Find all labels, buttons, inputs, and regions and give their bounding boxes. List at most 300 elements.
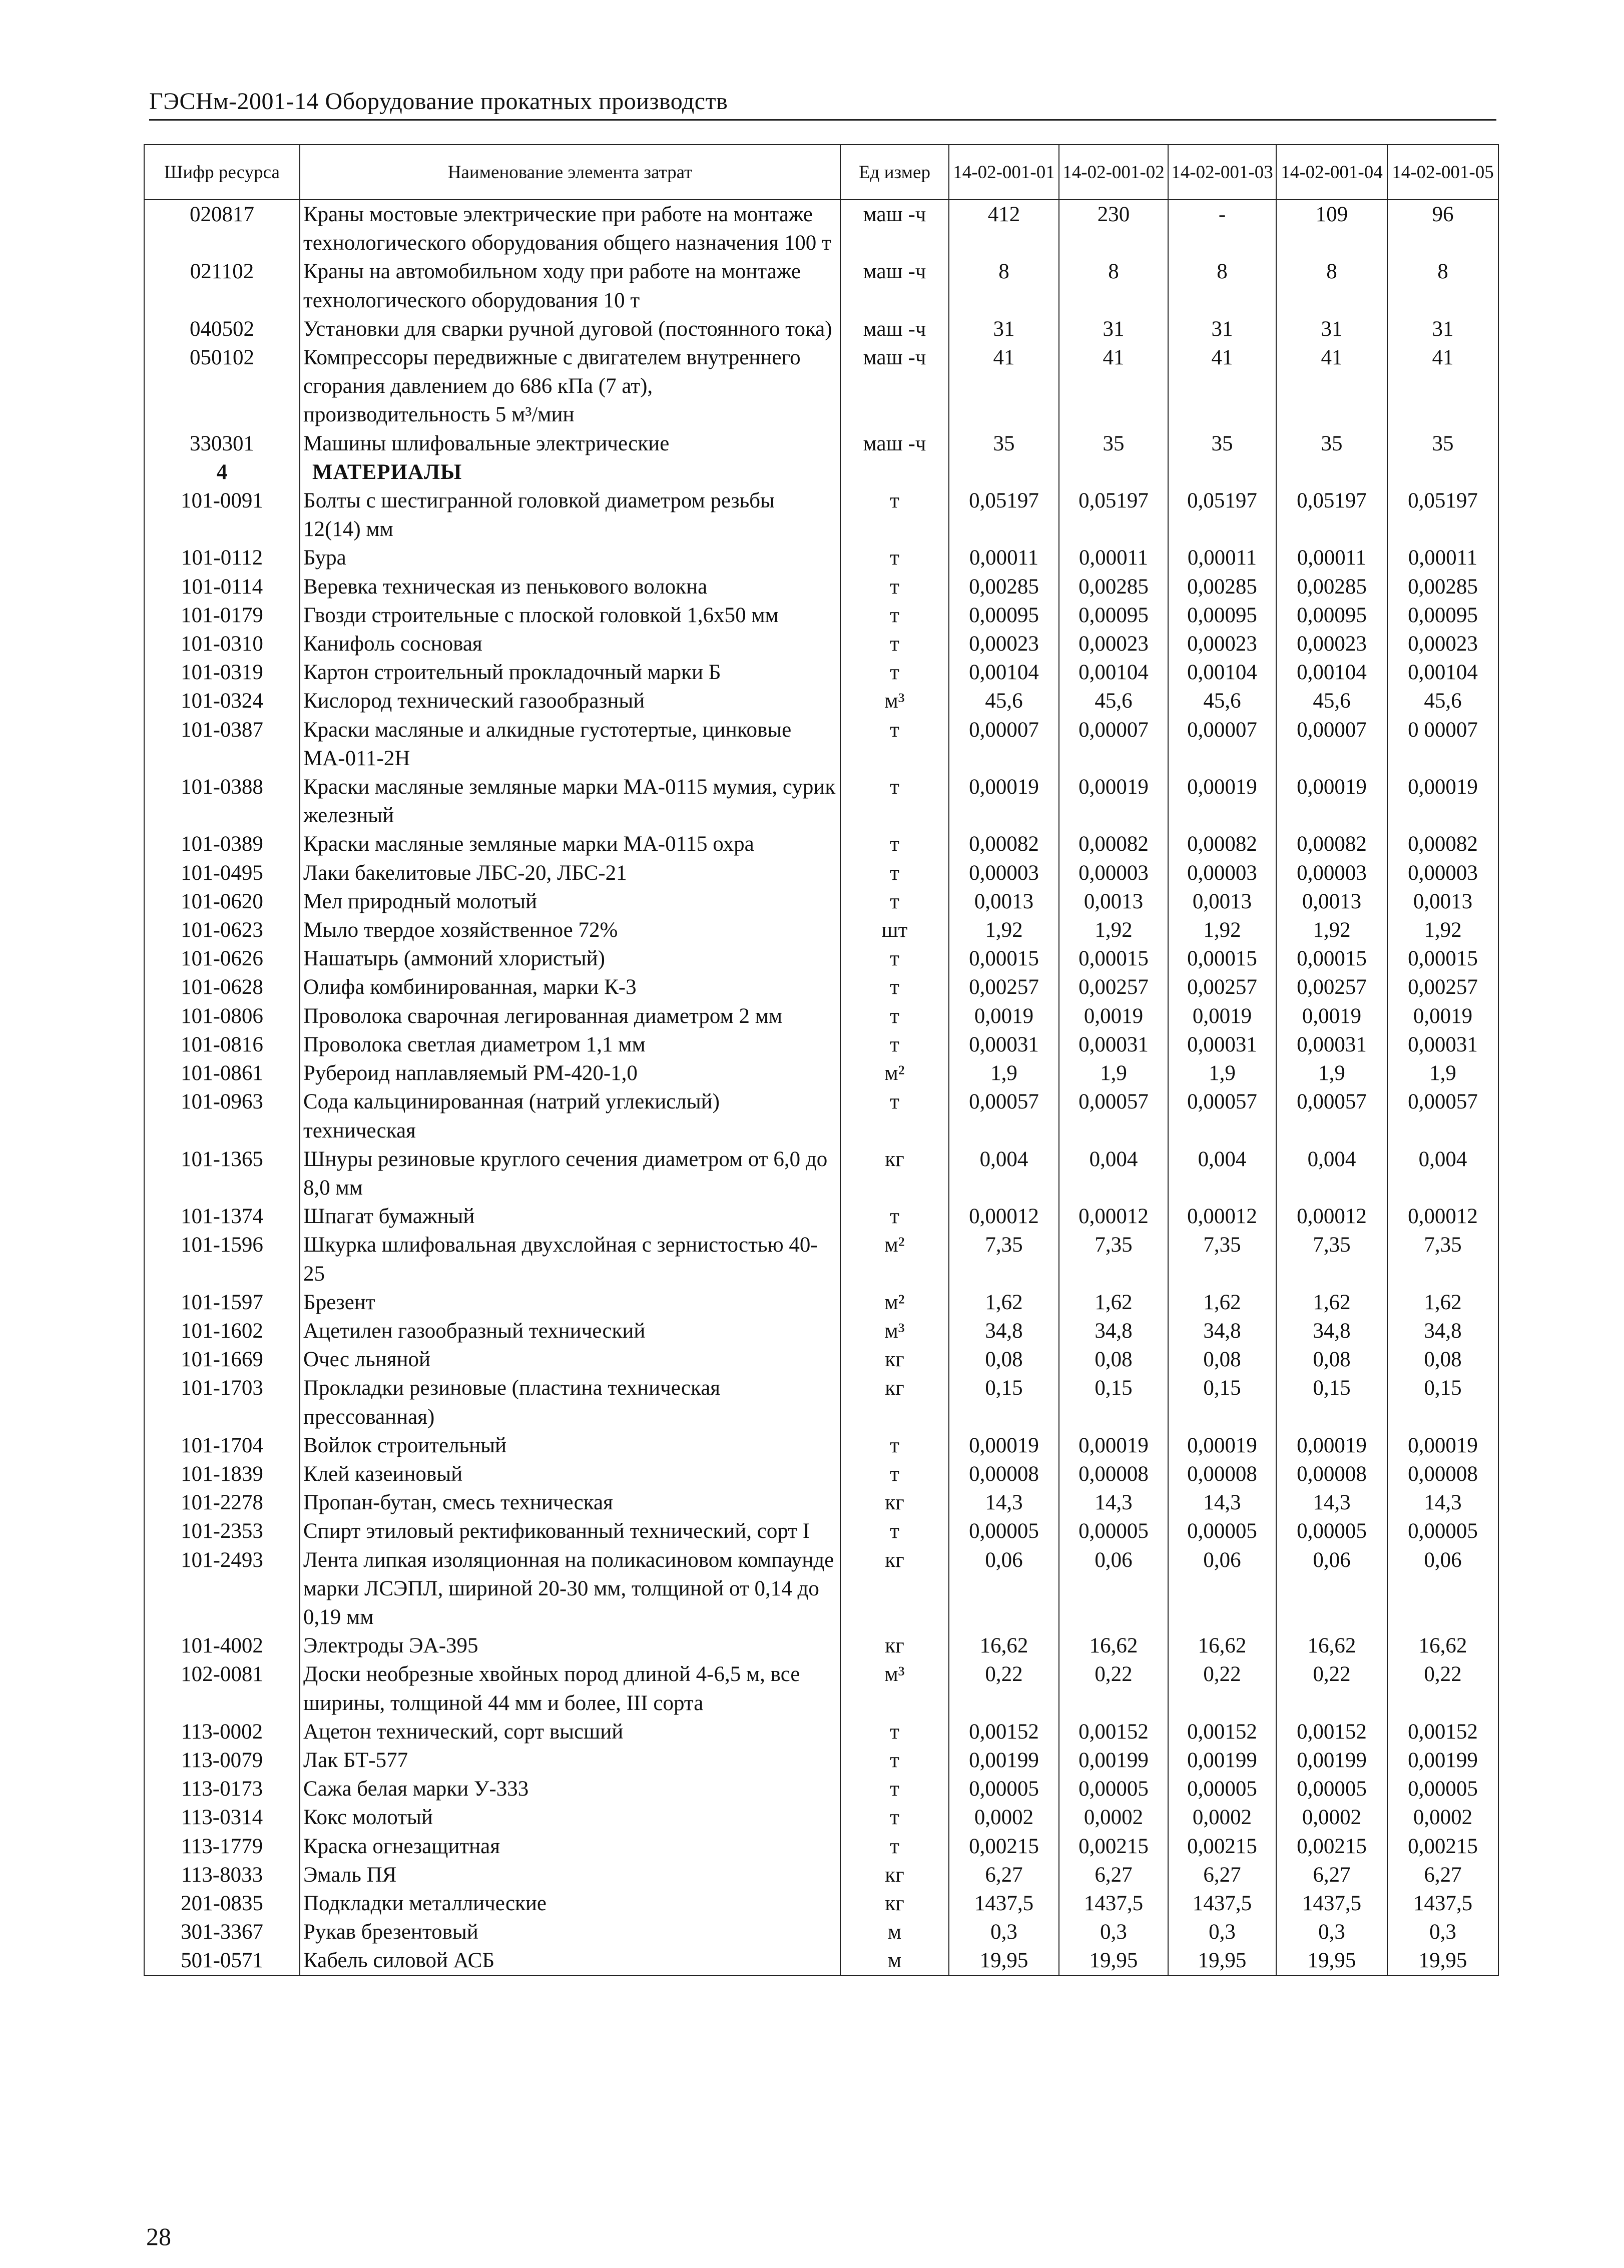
unit-cell: м³ (840, 687, 949, 715)
norm-value-cell: 0,00007 (1276, 716, 1387, 773)
norm-value-cell: 0,00057 (1059, 1087, 1168, 1145)
norm-value-cell: 0,00199 (949, 1746, 1059, 1775)
element-name-cell: Шпагат бумажный (300, 1202, 840, 1231)
element-name-cell: Шкурка шлифовальная двухслойная с зернистостью 40-25 (300, 1231, 840, 1288)
unit-cell: т (840, 1517, 949, 1545)
unit-cell: кг (840, 1488, 949, 1517)
unit-cell: кг (840, 1861, 949, 1889)
norm-value-cell: 0,00285 (1168, 573, 1276, 601)
table-row (144, 773, 1498, 830)
resource-code-cell: 101-0388 (144, 773, 300, 830)
norm-value-cell: 0,05197 (1059, 486, 1168, 543)
norm-value-cell: 19,95 (1276, 1946, 1387, 1975)
unit-cell: м³ (840, 1317, 949, 1345)
norm-value-cell: 8 (1059, 257, 1168, 314)
resource-code-cell: 101-0319 (144, 658, 300, 687)
norm-value-cell: 0,00257 (1059, 973, 1168, 1001)
norm-value-cell: 35 (949, 429, 1059, 458)
unit-cell: кг (840, 1345, 949, 1374)
resource-code-cell: 101-1839 (144, 1460, 300, 1488)
table-row (144, 1460, 1498, 1488)
norm-value-cell (1168, 458, 1276, 486)
table-row (144, 1002, 1498, 1030)
norm-value-cell: 0,00104 (1168, 658, 1276, 687)
norm-value-cell: 16,62 (1387, 1631, 1498, 1660)
norm-value-cell: 0,00031 (949, 1030, 1059, 1059)
norm-value-cell: 0,00199 (1387, 1746, 1498, 1775)
norm-value-cell: 8 (1276, 257, 1387, 314)
element-name-cell: Ацетилен газообразный технический (300, 1317, 840, 1345)
norm-value-cell: 0,00005 (1276, 1517, 1387, 1545)
table-row (144, 887, 1498, 916)
element-name-cell: МАТЕРИАЛЫ (300, 458, 840, 486)
resource-code-cell: 101-0628 (144, 973, 300, 1001)
norm-value-cell: 0,0019 (949, 1002, 1059, 1030)
norm-value-cell: 6,27 (1059, 1861, 1168, 1889)
norm-value-cell: 0,00199 (1168, 1746, 1276, 1775)
header-norm-02: 14-02-001-02 (1059, 145, 1168, 200)
norm-value-cell: 45,6 (1168, 687, 1276, 715)
page-number: 28 (146, 2222, 171, 2250)
resource-code-cell: 050102 (144, 343, 300, 429)
table-row (144, 1030, 1498, 1059)
resource-code-cell: 021102 (144, 257, 300, 314)
norm-value-cell: 7,35 (949, 1231, 1059, 1288)
element-name-cell: Машины шлифовальные электрические (300, 429, 840, 458)
table-row (144, 573, 1498, 601)
norm-value-cell: 0,15 (1387, 1374, 1498, 1431)
unit-cell: шт (840, 916, 949, 944)
norm-value-cell: 0,00152 (1059, 1718, 1168, 1746)
norm-value-cell: 0,22 (1276, 1660, 1387, 1717)
element-name-cell: Краски масляные земляные марки МА-0115 охра (300, 830, 840, 858)
table-row (144, 1861, 1498, 1889)
norm-value-cell: 0,3 (1059, 1918, 1168, 1946)
norm-value-cell: 0,004 (1059, 1145, 1168, 1202)
norm-value-cell: 7,35 (1059, 1231, 1168, 1288)
norm-value-cell: 0,004 (1387, 1145, 1498, 1202)
resource-code-cell: 101-0626 (144, 944, 300, 973)
norm-value-cell: 0,00285 (1387, 573, 1498, 601)
norm-value-cell: 45,6 (1276, 687, 1387, 715)
norm-value-cell: 34,8 (949, 1317, 1059, 1345)
norm-value-cell: 0,08 (1059, 1345, 1168, 1374)
norm-value-cell: 0,00019 (1387, 1431, 1498, 1460)
norm-value-cell: 0,00019 (1276, 773, 1387, 830)
table-row (144, 257, 1498, 314)
resource-code-cell: 101-0861 (144, 1059, 300, 1087)
element-name-cell: Компрессоры передвижные с двигателем внутреннего сгорания давлением до 686 кПа (7 ат), производительность 5 м³/мин (300, 343, 840, 429)
resource-code-cell: 101-0387 (144, 716, 300, 773)
element-name-cell: Войлок строительный (300, 1431, 840, 1460)
norm-value-cell: 6,27 (1168, 1861, 1276, 1889)
unit-cell: м² (840, 1231, 949, 1288)
norm-value-cell: 0,0019 (1276, 1002, 1387, 1030)
norm-value-cell (1387, 458, 1498, 486)
norm-value-cell: 1,9 (1168, 1059, 1276, 1087)
norm-value-cell: 109 (1276, 200, 1387, 257)
norm-value-cell: 0,00005 (1059, 1775, 1168, 1803)
resource-code-cell: 101-1704 (144, 1431, 300, 1460)
norm-value-cell: 0,0019 (1059, 1002, 1168, 1030)
norm-value-cell: 0,00095 (1387, 601, 1498, 630)
norm-value-cell: 0,0013 (1168, 887, 1276, 916)
resource-code-cell: 102-0081 (144, 1660, 300, 1717)
norm-value-cell: 1437,5 (1168, 1889, 1276, 1918)
norm-value-cell: 0,00019 (949, 773, 1059, 830)
norm-value-cell: 0,06 (1387, 1546, 1498, 1632)
norm-value-cell: 230 (1059, 200, 1168, 257)
norm-value-cell: 31 (1168, 315, 1276, 343)
table-row (144, 687, 1498, 715)
norm-value-cell: 0,22 (1059, 1660, 1168, 1717)
resource-code-cell: 101-0389 (144, 830, 300, 858)
resource-code-cell: 101-1374 (144, 1202, 300, 1231)
element-name-cell: Краски масляные и алкидные густотертые, цинковые МА-011-2Н (300, 716, 840, 773)
norm-value-cell: 6,27 (949, 1861, 1059, 1889)
element-name-cell: Шнуры резиновые круглого сечения диаметром от 6,0 до 8,0 мм (300, 1145, 840, 1202)
norm-value-cell (1276, 458, 1387, 486)
norm-value-cell: 0,00011 (1387, 543, 1498, 572)
norm-value-cell: 34,8 (1276, 1317, 1387, 1345)
element-name-cell: Электроды ЭА-395 (300, 1631, 840, 1660)
table-row (144, 343, 1498, 429)
norm-value-cell: 7,35 (1168, 1231, 1276, 1288)
norm-value-cell: 0,0002 (1059, 1803, 1168, 1832)
unit-cell: кг (840, 1631, 949, 1660)
norm-value-cell: 16,62 (1276, 1631, 1387, 1660)
unit-cell: кг (840, 1145, 949, 1202)
norm-value-cell: 0,00019 (1059, 773, 1168, 830)
norm-value-cell: 1,9 (1059, 1059, 1168, 1087)
element-name-cell: Сода кальцинированная (натрий углекислый) техническая (300, 1087, 840, 1145)
norm-value-cell: 0,0002 (1276, 1803, 1387, 1832)
unit-cell: маш -ч (840, 429, 949, 458)
element-name-cell: Нашатырь (аммоний хлористый) (300, 944, 840, 973)
resource-code-cell: 201-0835 (144, 1889, 300, 1918)
element-name-cell: Проволока сварочная легированная диаметром 2 мм (300, 1002, 840, 1030)
resource-code-cell: 101-0963 (144, 1087, 300, 1145)
norm-value-cell: 0,00012 (949, 1202, 1059, 1231)
norm-value-cell: 0,15 (1276, 1374, 1387, 1431)
norm-value-cell: 14,3 (1276, 1488, 1387, 1517)
norm-value-cell: 0,00257 (1168, 973, 1276, 1001)
norm-value-cell: 0,00008 (949, 1460, 1059, 1488)
table-row (144, 1546, 1498, 1632)
norm-value-cell: 0,00095 (1168, 601, 1276, 630)
element-name-cell: Рубероид наплавляемый РМ-420-1,0 (300, 1059, 840, 1087)
resource-code-cell: 101-2353 (144, 1517, 300, 1545)
resource-code-cell: 101-0112 (144, 543, 300, 572)
resource-code-cell: 113-0314 (144, 1803, 300, 1832)
header-norm-03: 14-02-001-03 (1168, 145, 1276, 200)
norm-value-cell: 0,00005 (949, 1775, 1059, 1803)
norm-value-cell: 0,00104 (1276, 658, 1387, 687)
norm-value-cell: 0,00005 (1387, 1517, 1498, 1545)
unit-cell: т (840, 630, 949, 658)
element-name-cell: Олифа комбинированная, марки К-3 (300, 973, 840, 1001)
resource-code-cell: 330301 (144, 429, 300, 458)
norm-value-cell: 0,004 (1168, 1145, 1276, 1202)
element-name-cell: Лаки бакелитовые ЛБС-20, ЛБС-21 (300, 859, 840, 887)
norm-value-cell: 0,00003 (1059, 859, 1168, 887)
unit-cell: т (840, 887, 949, 916)
norm-value-cell: 0,00031 (1276, 1030, 1387, 1059)
unit-cell (840, 458, 949, 486)
norm-value-cell: 0,00007 (1168, 716, 1276, 773)
norm-value-cell: 0,00285 (949, 573, 1059, 601)
norm-value-cell: 0,06 (949, 1546, 1059, 1632)
norm-value-cell: 0,00011 (1059, 543, 1168, 572)
norm-value-cell: 0,00057 (1276, 1087, 1387, 1145)
norm-value-cell: 0,00003 (1276, 859, 1387, 887)
norm-value-cell: 0,00003 (1387, 859, 1498, 887)
norm-value-cell: 35 (1059, 429, 1168, 458)
norm-value-cell: 0,00012 (1059, 1202, 1168, 1231)
norm-value-cell: 0,3 (1168, 1918, 1276, 1946)
norm-value-cell: 1,92 (1168, 916, 1276, 944)
unit-cell: т (840, 944, 949, 973)
norm-value-cell: 0,00082 (949, 830, 1059, 858)
resource-code-cell: 101-1703 (144, 1374, 300, 1431)
resource-code-cell: 4 (144, 458, 300, 486)
element-name-cell: Лак БТ-577 (300, 1746, 840, 1775)
resource-code-cell: 501-0571 (144, 1946, 300, 1975)
element-name-cell: Брезент (300, 1288, 840, 1317)
element-name-cell: Краны на автомобильном ходу при работе на монтаже технологического оборудования 10 т (300, 257, 840, 314)
element-name-cell: Спирт этиловый ректификованный технический, сорт I (300, 1517, 840, 1545)
header-norm-04: 14-02-001-04 (1276, 145, 1387, 200)
unit-cell: т (840, 773, 949, 830)
table-row (144, 1431, 1498, 1460)
table-row (144, 1946, 1498, 1975)
norm-value-cell: 0,00005 (1059, 1517, 1168, 1545)
norm-value-cell: 0,05197 (1387, 486, 1498, 543)
norm-value-cell: 1,92 (1276, 916, 1387, 944)
norm-value-cell: 1437,5 (1059, 1889, 1168, 1918)
norm-value-cell: 0,00257 (949, 973, 1059, 1001)
unit-cell: т (840, 830, 949, 858)
unit-cell: т (840, 859, 949, 887)
norm-value-cell: 31 (1059, 315, 1168, 343)
norm-value-cell: 19,95 (1059, 1946, 1168, 1975)
table-row (144, 1832, 1498, 1861)
norm-value-cell: 7,35 (1387, 1231, 1498, 1288)
element-name-cell: Доски необрезные хвойных пород длиной 4-6,5 м, все ширины, толщиной 44 мм и более, III сорта (300, 1660, 840, 1717)
norm-value-cell: 0,00015 (949, 944, 1059, 973)
norm-value-cell: 0,00003 (1168, 859, 1276, 887)
table-row (144, 429, 1498, 458)
norm-value-cell: 14,3 (949, 1488, 1059, 1517)
norm-value-cell: 0,22 (1387, 1660, 1498, 1717)
norm-value-cell: 0,00005 (1276, 1775, 1387, 1803)
norm-value-cell (1059, 458, 1168, 486)
norm-value-cell: 1,62 (949, 1288, 1059, 1317)
table-row (144, 1803, 1498, 1832)
unit-cell: кг (840, 1546, 949, 1632)
norm-value-cell: 0,06 (1276, 1546, 1387, 1632)
unit-cell: кг (840, 1889, 949, 1918)
norm-value-cell: 0,00023 (1059, 630, 1168, 658)
norm-value-cell: 0,00005 (949, 1517, 1059, 1545)
norm-value-cell: 0,3 (1276, 1918, 1387, 1946)
norm-value-cell: 0,00007 (1059, 716, 1168, 773)
resource-code-cell: 301-3367 (144, 1918, 300, 1946)
norm-value-cell: 16,62 (1059, 1631, 1168, 1660)
unit-cell: маш -ч (840, 343, 949, 429)
table-row (144, 1488, 1498, 1517)
unit-cell: т (840, 1718, 949, 1746)
norm-value-cell: 0,06 (1059, 1546, 1168, 1632)
element-name-cell: Картон строительный прокладочный марки Б (300, 658, 840, 687)
norm-value-cell: 0,08 (1168, 1345, 1276, 1374)
norm-value-cell: 41 (1059, 343, 1168, 429)
resource-code-cell: 101-0495 (144, 859, 300, 887)
resource-code-cell: 101-0114 (144, 573, 300, 601)
norm-value-cell: 0,00257 (1387, 973, 1498, 1001)
norm-value-cell: 0,00019 (1059, 1431, 1168, 1460)
unit-cell: т (840, 486, 949, 543)
norm-value-cell: 0,0019 (1387, 1002, 1498, 1030)
norm-value-cell: 14,3 (1387, 1488, 1498, 1517)
element-name-cell: Кокс молотый (300, 1803, 840, 1832)
norm-value-cell: 0,00023 (1168, 630, 1276, 658)
element-name-cell: Ацетон технический, сорт высший (300, 1718, 840, 1746)
unit-cell: т (840, 1030, 949, 1059)
norm-value-cell: 0,00152 (1168, 1718, 1276, 1746)
table-row (144, 630, 1498, 658)
norm-value-cell: 0,00082 (1387, 830, 1498, 858)
norm-value-cell: 0,00005 (1387, 1775, 1498, 1803)
norm-value-cell: 0,00199 (1059, 1746, 1168, 1775)
norm-value-cell: 1,62 (1168, 1288, 1276, 1317)
table-row (144, 200, 1498, 257)
element-name-cell: Краска огнезащитная (300, 1832, 840, 1861)
norm-value-cell: 0,004 (949, 1145, 1059, 1202)
resource-code-cell: 101-0179 (144, 601, 300, 630)
norm-value-cell: 8 (1387, 257, 1498, 314)
header-unit: Ед измер (840, 145, 949, 200)
resource-code-cell: 113-1779 (144, 1832, 300, 1861)
resource-code-cell: 101-0816 (144, 1030, 300, 1059)
norm-value-cell: 19,95 (949, 1946, 1059, 1975)
norm-value-cell: 1,62 (1276, 1288, 1387, 1317)
table-row (144, 1317, 1498, 1345)
resource-code-cell: 101-0623 (144, 916, 300, 944)
element-name-cell: Подкладки металлические (300, 1889, 840, 1918)
norm-value-cell: 0,00011 (1168, 543, 1276, 572)
unit-cell: т (840, 658, 949, 687)
unit-cell: м (840, 1918, 949, 1946)
norm-value-cell: 0,00023 (1387, 630, 1498, 658)
table-row (144, 1718, 1498, 1746)
norm-value-cell: 0,15 (949, 1374, 1059, 1431)
element-name-cell: Кабель силовой АСБ (300, 1946, 840, 1975)
norm-value-cell: 35 (1387, 429, 1498, 458)
element-name-cell: Пропан-бутан, смесь техническая (300, 1488, 840, 1517)
resource-code-cell: 113-0079 (144, 1746, 300, 1775)
norm-value-cell: 0,00104 (949, 658, 1059, 687)
norm-value-cell: 0 00007 (1387, 716, 1498, 773)
table-row (144, 1775, 1498, 1803)
resource-code-cell: 101-2278 (144, 1488, 300, 1517)
norm-value-cell: 1,62 (1387, 1288, 1498, 1317)
norm-value-cell: 19,95 (1168, 1946, 1276, 1975)
norm-value-cell: 0,22 (1168, 1660, 1276, 1717)
norm-value-cell: 96 (1387, 200, 1498, 257)
norm-value-cell: 0,15 (1168, 1374, 1276, 1431)
table-row (144, 1889, 1498, 1918)
norm-value-cell: 14,3 (1168, 1488, 1276, 1517)
element-name-cell: Болты с шестигранной головкой диаметром резьбы 12(14) мм (300, 486, 840, 543)
norm-value-cell: 14,3 (1059, 1488, 1168, 1517)
resource-code-cell: 113-0002 (144, 1718, 300, 1746)
norm-value-cell: 0,00007 (949, 716, 1059, 773)
norm-value-cell: 0,00215 (1387, 1832, 1498, 1861)
norm-value-cell: 0,05197 (1168, 486, 1276, 543)
norm-value-cell: 8 (1168, 257, 1276, 314)
table-row (144, 1660, 1498, 1717)
norm-value-cell: 0,00031 (1059, 1030, 1168, 1059)
table-row (144, 486, 1498, 543)
norm-value-cell: 0,00019 (1387, 773, 1498, 830)
norm-value-cell: 0,00095 (949, 601, 1059, 630)
table-row (144, 1231, 1498, 1288)
norm-value-cell: 45,6 (949, 687, 1059, 715)
unit-cell: м² (840, 1288, 949, 1317)
norm-value-cell: 1437,5 (1387, 1889, 1498, 1918)
norm-value-cell: 0,0019 (1168, 1002, 1276, 1030)
unit-cell: кг (840, 1374, 949, 1431)
unit-cell: м (840, 1946, 949, 1975)
unit-cell: м² (840, 1059, 949, 1087)
table-row (144, 543, 1498, 572)
norm-value-cell: 0,00104 (1387, 658, 1498, 687)
norm-value-cell: 34,8 (1059, 1317, 1168, 1345)
unit-cell: т (840, 1832, 949, 1861)
norm-value-cell: 0,00057 (1387, 1087, 1498, 1145)
resource-code-cell: 040502 (144, 315, 300, 343)
resource-code-cell: 101-4002 (144, 1631, 300, 1660)
unit-cell: т (840, 1775, 949, 1803)
unit-cell: т (840, 543, 949, 572)
element-name-cell: Канифоль сосновая (300, 630, 840, 658)
table-row (144, 973, 1498, 1001)
table-row (144, 601, 1498, 630)
norm-value-cell: 0,00057 (949, 1087, 1059, 1145)
norm-value-cell: 0,00011 (1276, 543, 1387, 572)
norm-value-cell: 0,00019 (1168, 1431, 1276, 1460)
norm-value-cell: 0,0013 (1059, 887, 1168, 916)
norm-value-cell: 0,00152 (949, 1718, 1059, 1746)
table-row (144, 1631, 1498, 1660)
norm-value-cell: 31 (1276, 315, 1387, 343)
resource-code-cell: 101-0620 (144, 887, 300, 916)
table-body (144, 200, 1498, 1976)
resource-code-cell: 101-1669 (144, 1345, 300, 1374)
element-name-cell: Лента липкая изоляционная на поликасиновом компаунде марки ЛСЭПЛ, шириной 20-30 мм, толщиной от 0,14 до 0,19 мм (300, 1546, 840, 1632)
norm-value-cell: 8 (949, 257, 1059, 314)
unit-cell: т (840, 1746, 949, 1775)
table-row (144, 1517, 1498, 1545)
resource-code-cell: 101-1597 (144, 1288, 300, 1317)
resource-code-cell: 101-0091 (144, 486, 300, 543)
norm-value-cell: 16,62 (949, 1631, 1059, 1660)
table-row (144, 944, 1498, 973)
header-resource-code: Шифр ресурса (144, 145, 300, 200)
norm-value-cell: 0,00008 (1387, 1460, 1498, 1488)
table-row (144, 1345, 1498, 1374)
